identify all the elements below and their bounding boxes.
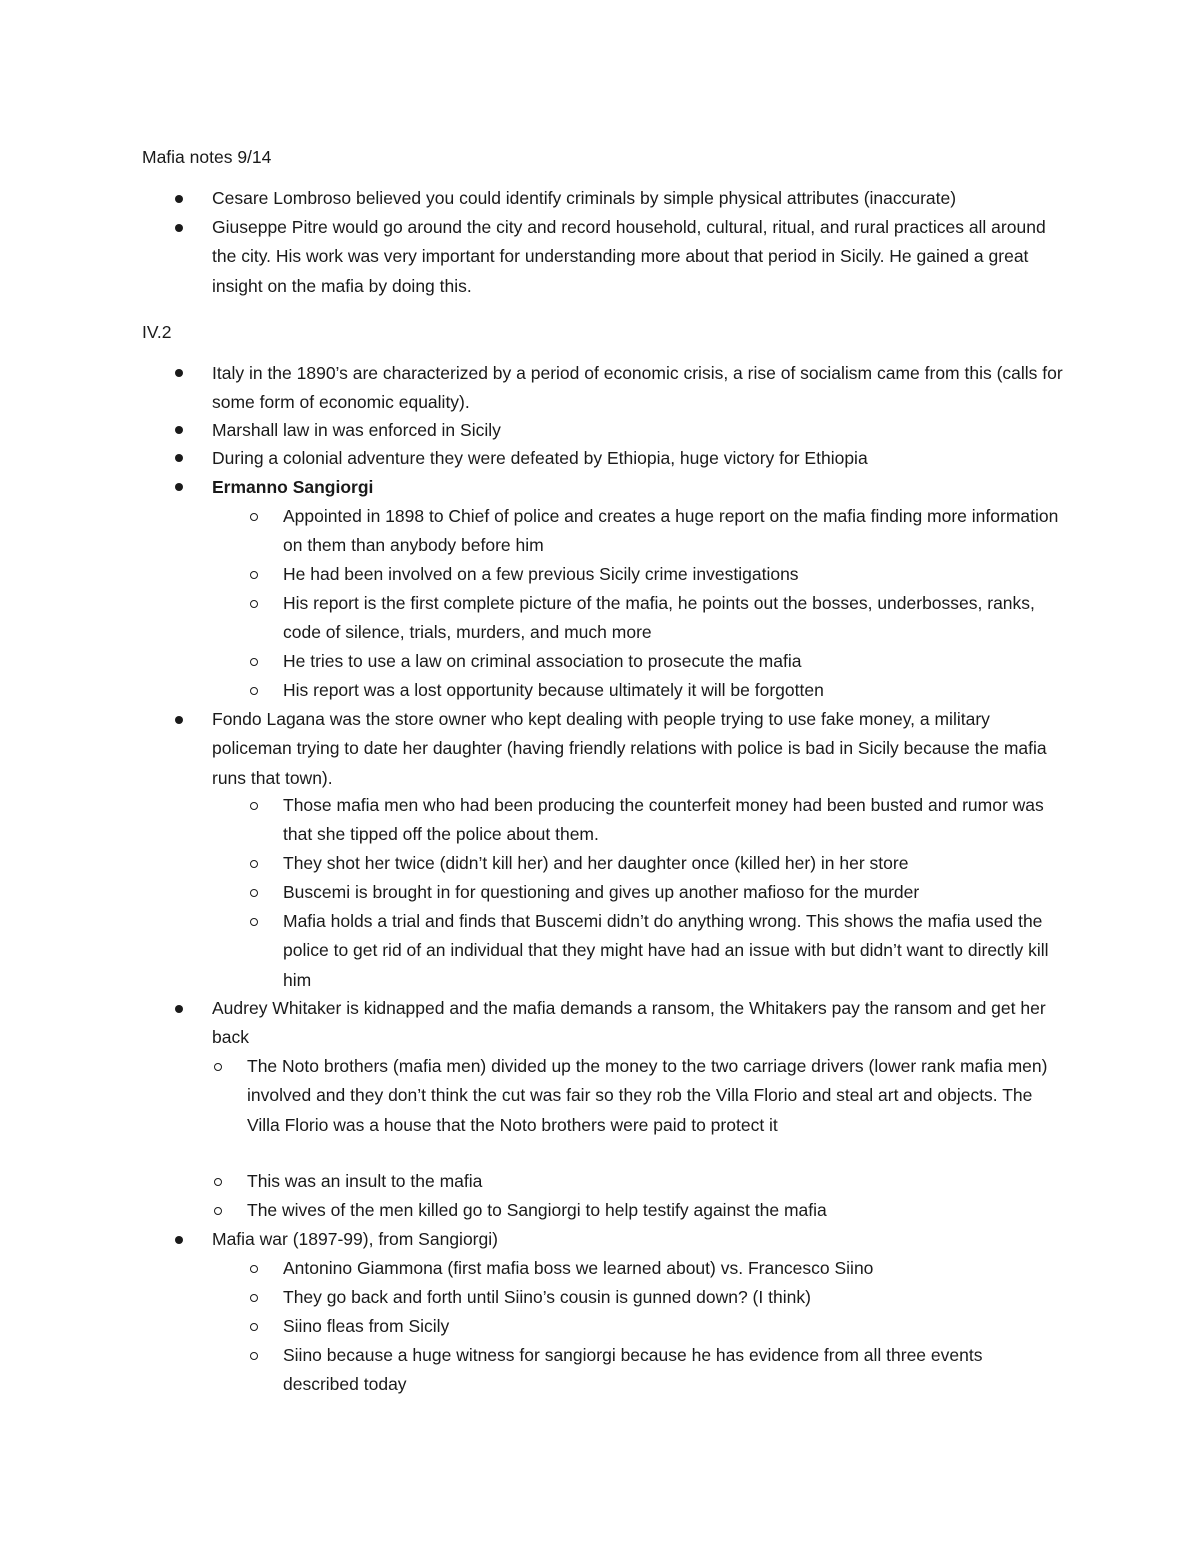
sub-list-item: The Noto brothers (mafia men) divided up the money to the two carriage drivers (lower rank mafia men) involved and they don’t think the cut was fair so they rob the Villa Florio and steal art and objects. The Villa Florio was a house that the Noto brothers were paid to protect it — [247, 1056, 1048, 1135]
bullet-icon — [175, 369, 183, 377]
bullet-icon — [175, 224, 183, 232]
sub-bullet-icon — [250, 513, 258, 521]
bullet-icon — [175, 195, 183, 203]
sub-bullet-icon — [250, 1265, 258, 1273]
sub-bullet-icon — [250, 918, 258, 926]
page-title: Mafia notes 9/14 — [142, 147, 272, 167]
sangiorgi-heading: Ermanno Sangiorgi — [212, 477, 374, 497]
sub-list-item: They go back and forth until Siino’s cousin is gunned down? (I think) — [283, 1287, 811, 1307]
sub-bullet-icon — [250, 1294, 258, 1302]
sub-list-item: This was an insult to the mafia — [247, 1171, 483, 1191]
sub-list-item: Siino because a huge witness for sangiorgi because he has evidence from all three events described today — [283, 1345, 983, 1395]
list-item: During a colonial adventure they were defeated by Ethiopia, huge victory for Ethiopia — [212, 448, 868, 468]
sub-bullet-icon — [250, 1323, 258, 1331]
section-heading: IV.2 — [142, 322, 172, 342]
sub-list-item: He tries to use a law on criminal association to prosecute the mafia — [283, 651, 802, 671]
sub-bullet-icon — [214, 1063, 222, 1071]
sub-bullet-icon — [250, 889, 258, 897]
list-item: Audrey Whitaker is kidnapped and the mafia demands a ransom, the Whitakers pay the ransom and get her back — [212, 998, 1046, 1048]
sub-bullet-icon — [250, 1352, 258, 1360]
sub-list-item: Buscemi is brought in for questioning and gives up another mafioso for the murder — [283, 882, 920, 902]
list-item: Cesare Lombroso believed you could identify criminals by simple physical attributes (inaccurate) — [212, 188, 957, 208]
list-item: Marshall law in was enforced in Sicily — [212, 420, 501, 440]
sub-list-item: Mafia holds a trial and finds that Buscemi didn’t do anything wrong. This shows the mafia used the police to get rid of an individual that they might have had an issue with but didn’t want to directly kill him — [283, 911, 1049, 990]
sub-bullet-icon — [250, 802, 258, 810]
sub-list-item: His report is the first complete picture of the mafia, he points out the bosses, underbosses, ranks, code of silence, trials, murders, and much more — [283, 593, 1035, 643]
sub-list-item: He had been involved on a few previous Sicily crime investigations — [283, 564, 799, 584]
sub-list-item: They shot her twice (didn’t kill her) and her daughter once (killed her) in her store — [283, 853, 909, 873]
sub-bullet-icon — [250, 571, 258, 579]
sub-bullet-icon — [250, 600, 258, 608]
bullet-icon — [175, 483, 183, 491]
sub-list-item: The wives of the men killed go to Sangiorgi to help testify against the mafia — [247, 1200, 827, 1220]
sub-bullet-icon — [214, 1178, 222, 1186]
sub-list-item: His report was a lost opportunity because ultimately it will be forgotten — [283, 680, 824, 700]
sub-list-item: Siino fleas from Sicily — [283, 1316, 450, 1336]
sub-bullet-icon — [250, 687, 258, 695]
sub-bullet-icon — [250, 658, 258, 666]
sub-list-item: Appointed in 1898 to Chief of police and creates a huge report on the mafia finding more information on them than anybody before him — [283, 506, 1059, 556]
bullet-icon — [175, 454, 183, 462]
list-item: Mafia war (1897-99), from Sangiorgi) — [212, 1229, 498, 1249]
sub-list-item: Antonino Giammona (first mafia boss we learned about) vs. Francesco Siino — [283, 1258, 874, 1278]
sub-list-item: Those mafia men who had been producing the counterfeit money had been busted and rumor was that she tipped off the police about them. — [283, 795, 1044, 845]
list-item: Fondo Lagana was the store owner who kept dealing with people trying to use fake money, a military policeman trying to date her daughter (having friendly relations with police is bad in Sicily because the mafia runs that town). — [212, 709, 1047, 788]
list-item: Giuseppe Pitre would go around the city and record household, cultural, ritual, and rural practices all around the city. His work was very important for understanding more about that period in Sicily. He gained a great insight on the mafia by doing this. — [212, 217, 1046, 296]
sub-bullet-icon — [214, 1207, 222, 1215]
bullet-icon — [175, 1236, 183, 1244]
list-item: Italy in the 1890’s are characterized by a period of economic crisis, a rise of socialism came from this (calls for some form of economic equality). — [212, 363, 1063, 413]
bullet-icon — [175, 426, 183, 434]
bullet-icon — [175, 1005, 183, 1013]
sub-bullet-icon — [250, 860, 258, 868]
bullet-icon — [175, 716, 183, 724]
